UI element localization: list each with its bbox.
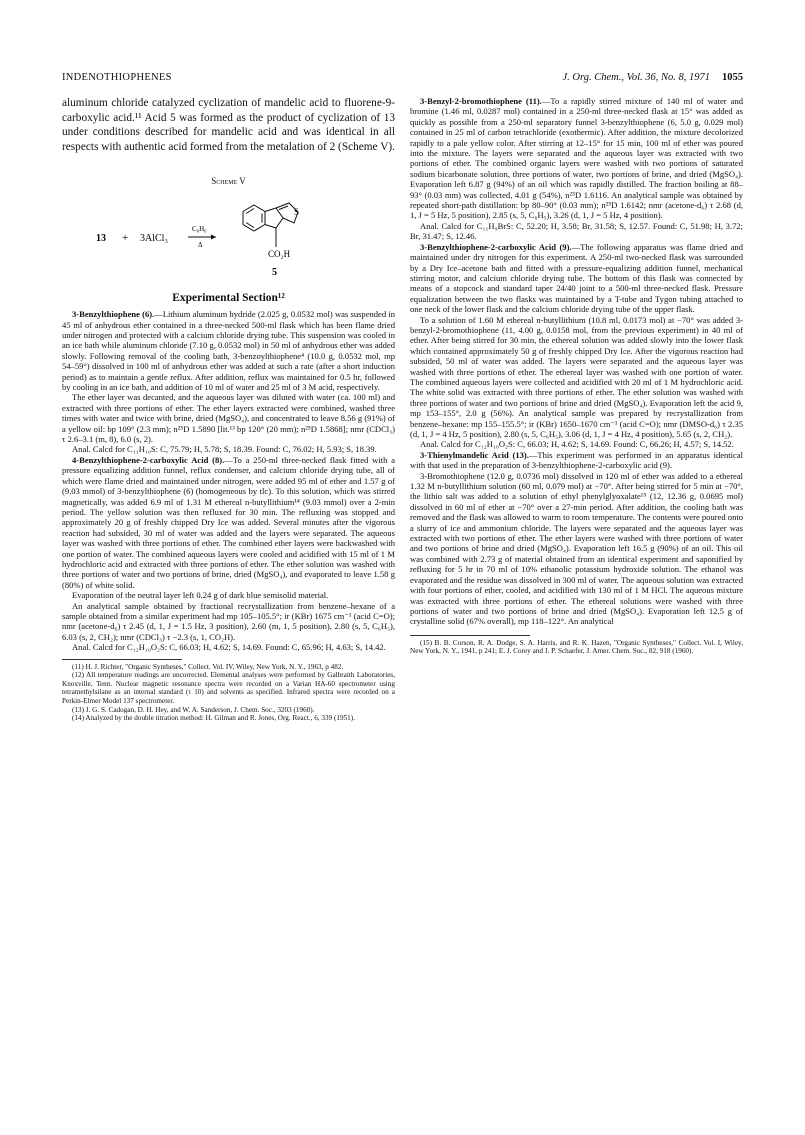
five-membered-ring — [265, 208, 283, 228]
paragraph-thienylmandelic-acid — [410, 450, 743, 471]
indenothiophene-structure — [243, 203, 298, 247]
paragraph-text: —This experiment was performed in an apparatus identical with that used in the preparation of 3-benzylthiophene-2-carboxylic acid (9). — [410, 449, 743, 471]
paragraph-text: —The following apparatus was flame dried and maintained under dry nitrogen for this experiment. A 250-ml two-necked flask was surrounded by a Dry Ice–acetone bath and fitted with a pressure-equalizing addition funnel, mechanical stirring motor, and calcium chloride drying tube. The bottom of this flask was connected by means of a stopcock and standard taper 24/40 joint to a 500-ml three-necked flask. Pressure equalization between the two flasks was maintained by a T-tube and Tygon tubing attached to one neck of the lower flask and the calcium chloride drying tube of the upper flask. — [410, 241, 743, 315]
section-heading: Experimental Section¹² — [172, 291, 285, 304]
paragraph-analytical-sample: An analytical sample obtained by fractional recrystallization from benzene–hexane of a sample obtained from a similar experiment had mp 105–105.5°; ir (KBr) 1675 cm⁻¹ (acid C=O); nmr (acetone-d₆) τ 2.45 (d, 1, J = 1.5 Hz, 3 position), 2.60 (m, 1, 5 position), 2.80 (s, 5, C₆H₅), 6.03 (s, 2, CH₂); nmr (CDCl₃) τ −2.3 (s, 1, CO₂H). — [62, 600, 395, 642]
carboxyl-group: CO₂H — [268, 248, 291, 259]
intro-paragraph: aluminum chloride catalyzed cyclization of mandelic acid to fluorene-9-carboxylic acid.¹¹ Acid 5 was formed as the product of cyclization of 13 under conditions described for mandelic acid and was identical in all respects with authentic acid formed from the metalation of 2 (Scheme V). — [62, 97, 395, 153]
analysis-line: Anal. Calcd for C₁₁H₁₀S: C, 75.79; H, 5.78; S, 18.39. Found: C, 76.02; H, 5.93; S, 18.39. — [72, 444, 377, 455]
paragraph-bromothiophene-procedure: 3-Bromothiophene (12.0 g, 0.0736 mol) dissolved in 120 ml of ether was added to a ethereal 1.32 M n-butyllithium solution (60 ml, 0.079 mol) at −70°. After being stirred for 5 min at −70°, the lithio salt was added to a solution of ethyl phenylglyoxalate¹⁵ (12, 12.36 g, 0.0695 mol) dissolved in 60 ml of ether at −70° over a 27-min period. After addition, the cooling bath was removed and the flask was allowed to warm to room temperature. The contents were poured onto a slurry of ice and ammonium chloride. The layers were separated and the aqueous layer was extracted with two portions of ether. The ether layers were washed with three portions of water and two portions of brine and dried (MgSO₄). Evaporation left 16.5 g (90%) of an oil. This oil was combined with 2.73 g of material obtained from an identical experiment and saponified by refluxing for 5 hr in 70 ml of 10% ethanolic potassium hydroxide solution. The ethanol was evaporated and the residue was dissolved in 300 ml of water. The aqueous solution was extracted with four portions of ether, cooled, and acidified with 130 ml of 1 M HCl. The aqueous mixture was extracted with three portions of ether. The ethereal solutions were washed with three portions of water and two portions of brine and dried (MgSO₄). Evaporation left 12.5 g of crystalline solid (67% overall), mp 118–122°. An analytical — [410, 470, 743, 627]
compound-heading: 3-Thienylmandelic Acid (13). — [420, 449, 529, 460]
plus-sign: + — [122, 231, 129, 244]
footnote-rule — [62, 659, 182, 660]
heat-label: Δ — [198, 240, 203, 249]
paragraph-butyllithium: To a solution of 1.60 M ethereal n-butyllithium (10.8 ml, 0.0173 mol) at −70° was added 3-benzyl-2-bromothiophene (11, 4.00 g, 0.0158 mol, from the previous experiment) in 40 ml of ether. After being stirred for 30 min, the ethereal solution was added slowly into the lower flask which contained approximately 50 g of freshly chipped Dry Ice. After the vigorous reaction had subsided, 50 ml of water was added. The layers were separated and the aqueous layer was washed with three portions of ether. The ethereal layer was washed with one portion of water. The combined aqueous layers were collected and acidified with 20 ml of 1 M hydrochloric acid. The white solid was extracted with three portions of ether. The ether solution was washed with three portions of water and two portions of brine and dried (MgSO₄). Evaporation left the acid 9, mp 153–155°, 2.0 g (56%). An analytical sample was prepared by recrystallization from benzene–hexane: mp 155–155.5°; ir (KBr) 1650–1670 cm⁻¹ (acid C=O); nmr (DMSO-d₆) τ 2.35 (d, 1, J = 4 Hz, 5 position), 2.80 (s, 5, C₆H₅), 3.06 (d, 1, J = 4 Hz, 4 position), 5.65 (s, 2, CH₂). — [410, 314, 743, 439]
analysis-line: Anal. Calcd for C₁₂H₁₀O₂S: C, 66.03; H, 4.62; S, 14.69. Found: C, 66.26; H, 4.57; S, 14.52. — [420, 439, 734, 450]
page-number: 1055 — [722, 72, 743, 83]
paragraph-neutral-layer: Evaporation of the neutral layer left 0.24 g of dark blue semisolid material. — [72, 590, 329, 601]
sulfur-atom: S — [294, 206, 300, 217]
scheme-v-diagram — [62, 191, 395, 283]
analysis-line: Anal. Calcd for C₁₁H₉BrS: C, 52.20; H, 3.58; Br, 31.58; S, 12.57. Found: C, 51.98; H, 3.72; Br, 31.47; S, 12.46. — [410, 220, 743, 242]
compound-heading: 3-Benzylthiophene-2-carboxylic Acid (9). — [420, 241, 572, 252]
journal-citation: J. Org. Chem., Vol. 36, No. 8, 1971 — [562, 72, 710, 83]
reactant-label: 13 — [96, 232, 106, 244]
paragraph-benzylthiophene-acid — [62, 455, 395, 590]
left-column — [62, 96, 395, 723]
paragraph-carboxylic-acid-9 — [410, 242, 743, 315]
reaction-arrow-head — [211, 234, 216, 239]
paragraph-text: —To a 250-ml three-necked flask fitted with a pressure equalizing addition funnel, reflux condenser, and calcium chloride drying tube, all of which were flame dried and maintained under nitrogen, were added 95 ml of ether and 1.57 g of (9.03 mmol) of 3-benzylthiophene (6) (homogeneous by tlc). To this solution, which was stirred magnetically, was added 6.9 ml of 1.31 M ethereal n-butyllithium¹⁴ (9.03 mmol) over a 2-min period. The yellow solution was then refluxed for 30 min. The refluxing was stopped and approximately 20 g of freshly chipped Dry Ice was added. Several minutes after the vigorous reaction had subsided, 30 ml of water was added and the layers were separated. The aqueous layer was washed with three portions of ether. The combined ether layers were backwashed with one portion of water. The combined aqueous layers were cooled and acidified with 15 ml of 1 M hydrochloric acid and extracted with three portions of ether. The ether solution was washed with three portions of water and two portions of brine, dried (MgSO₄), and evaporated to leave 1.58 g (80%) of white solid. — [62, 454, 395, 590]
running-head — [62, 72, 743, 86]
compound-heading: 3-Benzylthiophene (6). — [72, 309, 155, 320]
footnote: (15) B. B. Corson, R. A. Dodge, S. A. Harris, and R. K. Hazen, "Organic Syntheses," Collect. Vol. I, Wiley, New York, N. Y., 1941, p 241; E. J. Corey and J. P. Schaefer, J. Amer. Chem. Soc., 82, 918 (1960). — [410, 638, 743, 656]
product-number: 5 — [272, 266, 277, 278]
scheme-title: Scheme V — [211, 176, 246, 187]
right-column — [410, 96, 743, 656]
footnote-rule — [410, 635, 530, 636]
footnote: (11) H. J. Richter, "Organic Syntheses," Collect. Vol. IV, Wiley, New York, N. Y., 1963, p 482. — [72, 662, 344, 671]
analysis-line: Anal. Calcd for C₁₂H₁₀O₂S: C, 66.03; H, 4.62; S, 14.69. Found: C, 65.96; H, 4.63; S, 14.42. — [72, 642, 386, 653]
paragraph-text: —To a rapidly stirred mixture of 140 ml of water and bromine (1.46 ml, 0.0287 mol) contained in a 250-ml three-necked flask at 15° was added as quickly as possible from a 250-ml separatory funnel 3-benzylthiophene (6, 5.0 g, 0.029 mol) contained in 25 ml of carbon tetrachloride (exothermic). After addition, the mixture decolorized rapidly to a pale yellow color. After stirring at 12–15° for 15 min, 100 ml of ether was poured into the mixture. The layers were separated and the aqueous layer was extracted with two portions of ether. The combined organic layers were washed with two portions of saturated sodium bicarbonate solution, three portions of water, two portions of brine, and dried (MgSO₄). Evaporation left 6.87 g (94%) of an oil which was rapidly distilled. The fraction boiling at 88–93° (0.03 mm) was collected, 4.01 g (54%), n²⁵D 1.6116. An analytical sample was obtained by repeated short-path distillation: bp 80–90° (0.03 mm); n²⁵D 1.6142; nmr (acetone-d₆) τ 2.68 (d, 1, J = 5 Hz, 5 position), 2.85 (s, 5, C₆H₅), 3.26 (d, 1, J = 5 Hz, 4 position). — [410, 96, 743, 221]
solvent-label: C₆H₆ — [192, 224, 207, 233]
running-head-journal — [563, 72, 743, 83]
reagent-label: 3AlCl₃ — [140, 232, 168, 244]
paragraph-benzylthiophene — [62, 309, 395, 392]
paragraph-text: —Lithium aluminum hydride (2.025 g, 0.0532 mol) was suspended in 45 ml of anhydrous ether contained in a three-necked 500-ml flask which has been flame dried under nitrogen and protected with a calcium chloride drying tube. This suspension was cooled in an ice bath while aluminum chloride (7.10 g, 0.0532 mol) in 50 ml of anhydrous ether was added slowly. Following removal of the cooling bath, 3-benzoylthiophene⁴ (10.0 g, 0.0532 mol, mp 54–59°) dissolved in 100 ml of anhydrous ether was added at such a rate (after a short induction period) as to maintain a gentle reflux. After addition, reflux was maintained for 0.5 hr, followed by cooling in an ice bath, and addition of 10 ml of water and 25 ml of 3 M acid, respectively. — [62, 309, 395, 393]
compound-heading: 3-Benzyl-2-bromothiophene (11). — [420, 96, 542, 106]
paragraph-bromothiophene — [410, 96, 743, 221]
footnote: (14) Analyzed by the double titration method: H. Gilman and R. Jones, Org. React., 6, 339 (1951). — [72, 714, 355, 723]
paragraph-workup: The ether layer was decanted, and the aqueous layer was diluted with water (ca. 100 ml) and extracted with three portions of ether. The ether layers extracted were combined, washed three times with water and twice with brine, dried (MgSO₄), and concentrated to leave 8.56 g (91%) of a yellow oil: bp 109° (2.3 mm); n²⁵D 1.5890 [lit.¹³ bp 120° (20 mm); n²⁵D 1.5868]; nmr (CDCl₃) τ 2.6–3.1 (m, 8), 6.0 (s, 2). — [62, 392, 395, 445]
footnote: (13) J. G. S. Cadogan, D. H. Hey, and W. A. Sanderson, J. Chem. Soc., 3203 (1960). — [72, 705, 315, 714]
running-head-title: INDENOTHIOPHENES — [62, 72, 172, 83]
footnote: (12) All temperature readings are uncorrected. Elemental analyses were performed by Galbraith Laboratories, Knoxville, Tenn. Nuclear magnetic resonance spectra were recorded on a Varian HA-60 spectrometer using tetramethylsilane as an internal standard (τ 10) and solvents as specified. Infrared spectra were recorded on a Perkin-Elmer Model 137 spectrometer. — [62, 671, 395, 705]
compound-heading: 4-Benzylthiophene-2-carboxylic Acid (8). — [72, 454, 225, 465]
